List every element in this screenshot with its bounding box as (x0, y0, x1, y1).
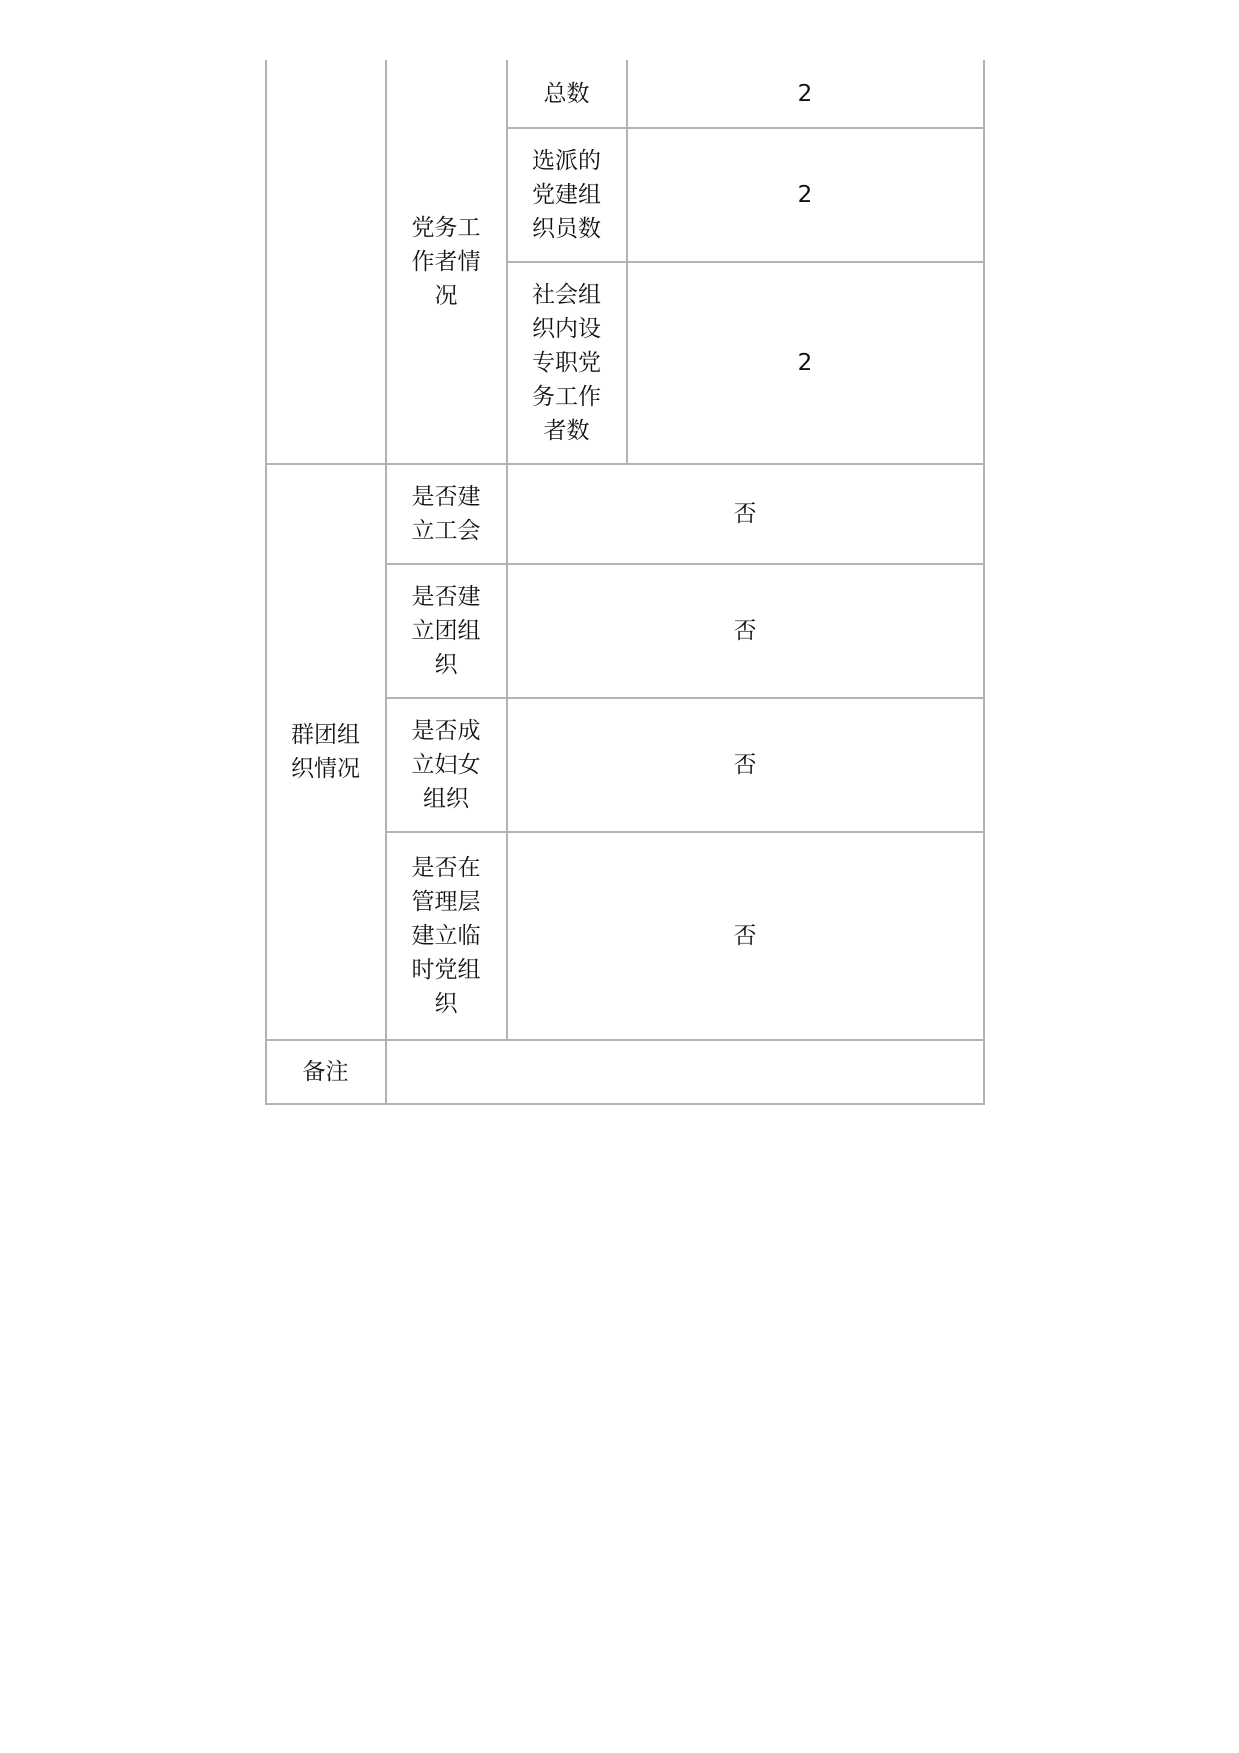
party-workers-row-fulltime-value (627, 263, 983, 463)
party-workers-header-text: 党务工作者情况 (411, 214, 481, 309)
border-right (983, 60, 985, 1105)
mass-orgs-row-union-value (507, 465, 983, 563)
party-workers-row-total-label (507, 60, 626, 127)
remarks-label-text: 备注 (302, 1059, 349, 1085)
party-building-table (265, 60, 985, 1105)
row-value: 否 (733, 923, 757, 949)
row-label: 是否建立团组织 (411, 584, 481, 678)
row-value: 2 (797, 80, 813, 107)
row-label: 选派的党建组织员数 (532, 148, 601, 242)
remarks-label (266, 1041, 385, 1103)
row-value: 否 (733, 618, 757, 644)
party-workers-header (386, 60, 506, 463)
remarks-value (386, 1041, 983, 1103)
row-label: 是否成立妇女组织 (411, 718, 481, 812)
border-bottom (265, 1103, 985, 1105)
row-label: 是否建立工会 (411, 484, 481, 544)
row-value: 否 (733, 752, 757, 778)
mass-orgs-row-youth-value (507, 565, 983, 697)
party-workers-row-organizers-label (507, 129, 626, 261)
mass-orgs-row-women-value (507, 699, 983, 831)
mass-orgs-header (266, 465, 385, 1039)
party-workers-row-fulltime-label (507, 263, 626, 463)
row-value: 2 (797, 182, 813, 208)
row-value: 否 (733, 501, 757, 527)
mass-orgs-header-text: 群团组织情况 (291, 722, 360, 782)
row-label: 总数 (543, 80, 590, 107)
row-value: 2 (797, 350, 813, 376)
mass-orgs-row-temp-party-value (507, 833, 983, 1039)
party-workers-row-organizers-value (627, 129, 983, 261)
mass-orgs-row-temp-party-label (386, 833, 506, 1039)
party-workers-row-total-value (627, 60, 983, 127)
mass-orgs-row-women-label (386, 699, 506, 831)
row-label: 是否在管理层建立临时党组织 (411, 855, 481, 1017)
mass-orgs-row-union-label (386, 465, 506, 563)
mass-orgs-row-youth-label (386, 565, 506, 697)
row-label: 社会组织内设专职党务工作者数 (532, 282, 601, 444)
